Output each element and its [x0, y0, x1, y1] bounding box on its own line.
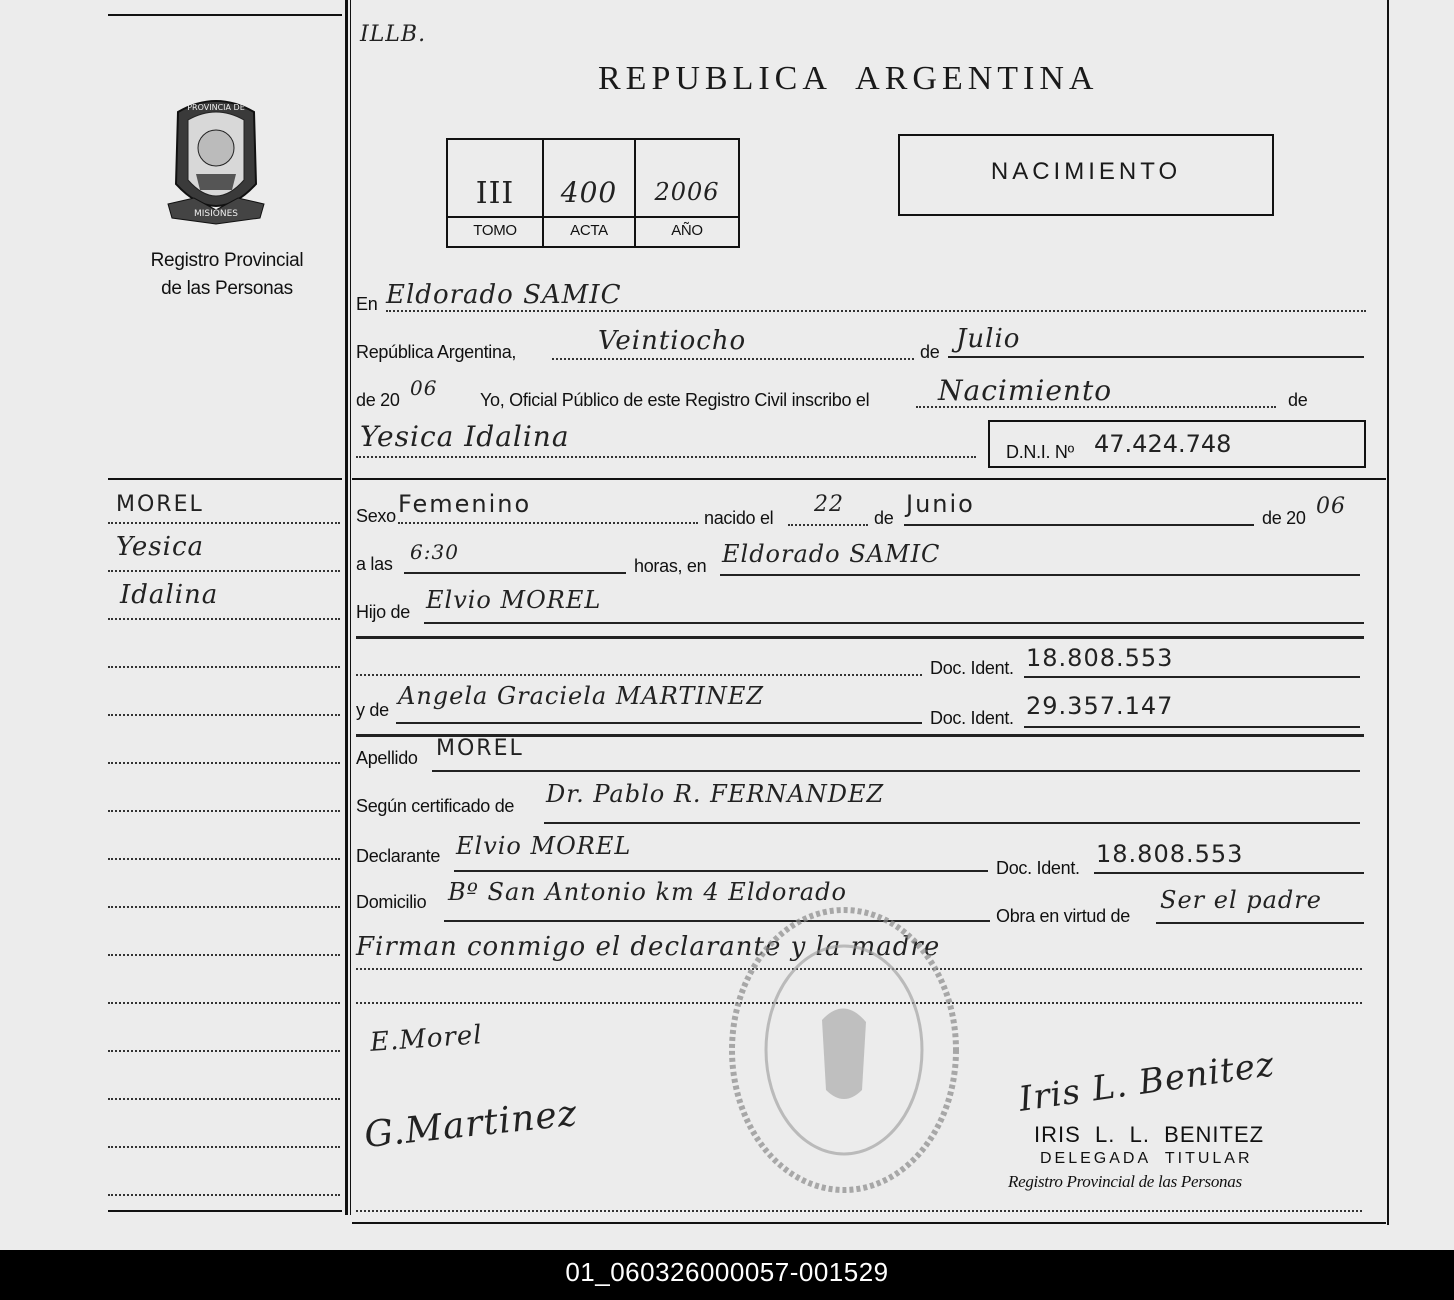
margin-dotline [108, 618, 340, 620]
row-line [386, 310, 1366, 312]
margin-dotline [108, 954, 340, 956]
sexo-label: Sexo [356, 506, 396, 526]
nac-anio-suffix: 06 [1316, 494, 1346, 519]
alas-label: a las [356, 554, 393, 574]
doc-label2: Doc. Ident. [930, 708, 1014, 728]
left-column-divider-inner [350, 0, 351, 1215]
oficial-text: Yo, Oficial Público de este Registro Civil inscribo el [480, 390, 870, 410]
padre-signature: E.Morel [369, 1020, 484, 1058]
de-label: de [920, 342, 940, 362]
row-line [1024, 676, 1360, 678]
de20-label: de 20 [356, 390, 400, 410]
margin-dotline [108, 666, 340, 668]
segun-label: Según certificado de [356, 796, 515, 816]
dni-value: 47.424.748 [1094, 430, 1232, 458]
corner-note: ILLB. [360, 22, 427, 47]
declarante-doc-value: 18.808.553 [1096, 840, 1244, 868]
dni-label: D.N.I. Nº [1006, 442, 1074, 462]
madre-value: Angela Graciela MARTINEZ [398, 682, 765, 710]
row-line [356, 456, 976, 458]
anio-label: AÑO [671, 222, 703, 239]
row-line [948, 356, 1364, 358]
certificado-value: Dr. Pablo R. FERNANDEZ [546, 780, 885, 808]
nombre-value: Yesica Idalina [360, 420, 570, 453]
margin-dotline [108, 906, 340, 908]
hora-value: 6:30 [410, 540, 459, 564]
lugar-value: Eldorado SAMIC [722, 540, 941, 568]
country-title: REPUBLICA ARGENTINA [598, 60, 1099, 97]
doc-label3: Doc. Ident. [996, 858, 1080, 878]
row-line [788, 524, 868, 526]
seal-text-top: PROVINCIA DE [187, 103, 245, 112]
sexo-value: Femenino [398, 490, 532, 518]
nac-dia-value: 22 [814, 492, 844, 517]
madre-doc-value: 29.357.147 [1026, 692, 1174, 720]
oficial-name: IRIS L. L. BENITEZ [1034, 1122, 1265, 1147]
oficial-org: Registro Provincial de las Personas [1008, 1172, 1242, 1191]
bottom-rule [352, 1222, 1386, 1224]
row-line [544, 822, 1360, 824]
left-column-divider [345, 0, 348, 1215]
margin-name2: Idalina [120, 580, 219, 610]
margin-dotline [108, 1146, 340, 1148]
firman-value: Firman conmigo el declarante y la madre [356, 932, 941, 962]
row-line [1156, 922, 1364, 924]
registry-line1: Registro Provincial [150, 250, 304, 271]
margin-dotline [108, 714, 340, 716]
de-label3: de [874, 508, 894, 528]
row-line [552, 358, 914, 360]
horas-en-label: horas, en [634, 556, 707, 576]
misiones-seal-icon [164, 94, 268, 230]
row-line [404, 572, 626, 574]
row-line [356, 636, 1364, 639]
dia-value: Veintiocho [598, 326, 747, 356]
margin-dotline [108, 570, 340, 572]
row-line [904, 524, 1254, 526]
margin-name1: Yesica [116, 532, 205, 562]
margin-dotline [108, 858, 340, 860]
row-line [454, 870, 988, 872]
madre-signature: G.Martinez [362, 1092, 580, 1157]
tipo-value: Nacimiento [938, 374, 1113, 407]
right-border [1387, 0, 1389, 1225]
margin-dotline [108, 1098, 340, 1100]
registry-line2: de las Personas [161, 278, 293, 299]
anio-suffix: 06 [410, 376, 438, 400]
domicilio-value: Bº San Antonio km 4 Eldorado [448, 878, 847, 906]
row-line [432, 770, 1360, 772]
nacido-label: nacido el [704, 508, 774, 528]
act-type: NACIMIENTO [990, 158, 1182, 185]
obra-value: Ser el padre [1160, 886, 1322, 914]
nac-mes-value: Junio [906, 490, 975, 518]
de-label2: de [1288, 390, 1308, 410]
tomo-label: TOMO [473, 222, 517, 239]
margin-surname: MOREL [116, 492, 204, 517]
row-line [916, 406, 1276, 408]
tomo-value: III [475, 176, 515, 211]
official-seal-stamp-icon [722, 900, 966, 1200]
row-line [1024, 726, 1360, 728]
doc-label: Doc. Ident. [930, 658, 1014, 678]
mes-value: Julio [956, 324, 1021, 354]
margin-section-rule [108, 478, 342, 480]
bottom-rule-left [108, 1210, 342, 1212]
section-rule [352, 478, 1386, 480]
padre-doc-value: 18.808.553 [1026, 644, 1174, 672]
oficial-role: DELEGADA TITULAR [1040, 1150, 1253, 1167]
seal-text-bottom: MISIONES [193, 209, 239, 219]
en-value: Eldorado SAMIC [386, 280, 622, 310]
margin-dotline [108, 1050, 340, 1052]
padre-value: Elvio MOREL [426, 586, 602, 614]
margin-dotline [108, 762, 340, 764]
document-id-footer: 01_060326000057-001529 [0, 1250, 1454, 1300]
top-rule-left [108, 14, 342, 16]
record-box-rule [446, 216, 740, 218]
row-line [396, 722, 922, 724]
acta-label: ACTA [570, 222, 608, 239]
row-line [720, 574, 1360, 576]
hijo-label: Hijo de [356, 602, 410, 622]
en-label: En [356, 294, 378, 314]
margin-dotline [108, 522, 340, 524]
anio-value: 2006 [654, 178, 720, 206]
de20-label2: de 20 [1262, 508, 1306, 528]
acta-value: 400 [560, 176, 618, 209]
apellido-label: Apellido [356, 748, 418, 768]
declarante-value: Elvio MOREL [456, 832, 632, 860]
margin-dotline [108, 810, 340, 812]
row-line [398, 522, 698, 524]
row-line [356, 1210, 1362, 1212]
apellido-value: MOREL [436, 736, 524, 761]
yde-label: y de [356, 700, 389, 720]
margin-dotline [108, 1194, 340, 1196]
republica-label: República Argentina, [356, 342, 517, 362]
obra-label: Obra en virtud de [996, 906, 1130, 926]
row-line [1094, 872, 1364, 874]
oficial-signature: Iris L. Benitez [1016, 1044, 1278, 1120]
row-line [424, 622, 1364, 624]
declarante-label: Declarante [356, 846, 441, 866]
domicilio-label: Domicilio [356, 892, 427, 912]
row-line [356, 674, 922, 676]
margin-dotline [108, 1002, 340, 1004]
